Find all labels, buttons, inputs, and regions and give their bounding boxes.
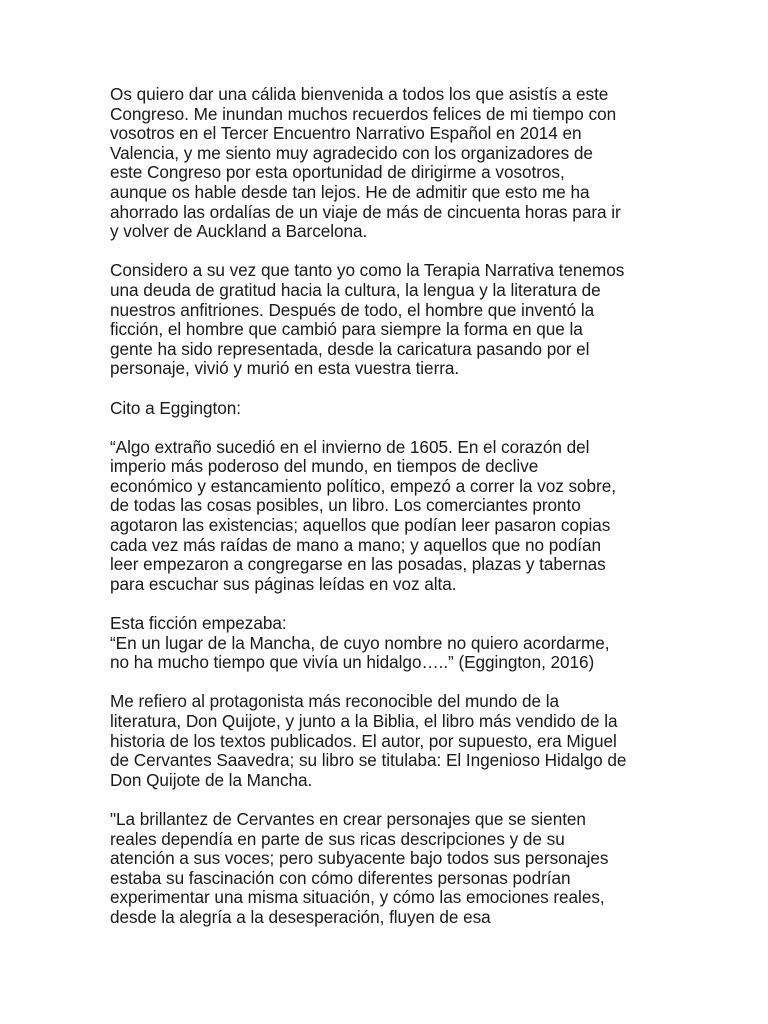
paragraph-spacer	[110, 594, 670, 614]
paragraph-spacer	[110, 379, 670, 399]
paragraph-spacer	[110, 418, 670, 438]
paragraph-spacer	[110, 673, 670, 693]
paragraph-spacer	[110, 242, 670, 262]
paragraph-quote-1605: “Algo extraño sucedió en el invierno de 1605. En el corazón del imperio más poderoso del mundo, en tiempos de declive económico y estancamiento político, empezó a correr la voz sobre, de todas las cosas posibles, un libro. Los comerciantes pronto agotaron las existencias; aquellos que podían leer pasaron copias cada vez más raídas de mano a mano; y aquellos que no podían leer empezaron a congregarse en las posadas, plazas y tabernas para escuchar sus páginas leídas en voz alta.	[110, 436, 616, 594]
paragraph-quijote: Me refiero al protagonista más reconocible del mundo de la literatura, Don Quijote, y junto a la Biblia, el libro más vendido de la historia de los textos publicados. El autor, por supuesto, era Miguel de Cervantes Saavedra; su libro se titulaba: El Ingenioso Hidalgo de Don Quijote de la Mancha.	[110, 691, 627, 790]
paragraph-gratitude: Considero a su vez que tanto yo como la Terapia Narrativa tenemos una deuda de gratitud hacia la cultura, la lengua y la literatura de nuestros anfitriones. Después de todo, el hombre que inventó la ficción, el hombre que cambió para siempre la forma en que la gente ha sido representada, desde la caricatura pasando por el personaje, vivió y murió en esta vuestra tierra.	[110, 260, 625, 379]
paragraph-spacer	[110, 790, 670, 810]
document-page	[110, 85, 670, 928]
paragraph-fiction-opening: Esta ficción empezaba: “En un lugar de la Mancha, de cuyo nombre no quiero acordarme, no ha mucho tiempo que vivía un hidalgo…..” (Eggington, 2016)	[110, 613, 610, 673]
paragraph-cite-intro: Cito a Eggington:	[110, 397, 242, 418]
paragraph-cervantes-brilliance: "La brillantez de Cervantes en crear personajes que se sienten reales dependía en parte de sus ricas descripciones y de su atención a sus voces; pero subyacente bajo todos sus personajes estaba su fascinación con cómo diferentes personas podrían experimentar una misma situación, y cómo las emociones reales, desde la alegría a la desesperación, fluyen de esa	[110, 808, 609, 927]
paragraph-welcome: Os quiero dar una cálida bienvenida a todos los que asistís a este Congreso. Me inundan muchos recuerdos felices de mi tiempo con vosotros en el Tercer Encuentro Narrativo Español en 2014 en Valencia, y me siento muy agradecido con los organizadores de este Congreso por esta oportunidad de dirigirme a vosotros, aunque os hable desde tan lejos. He de admitir que esto me ha ahorrado las ordalías de un viaje de más de cincuenta horas para ir y volver de Auckland a Barcelona.	[110, 84, 621, 242]
